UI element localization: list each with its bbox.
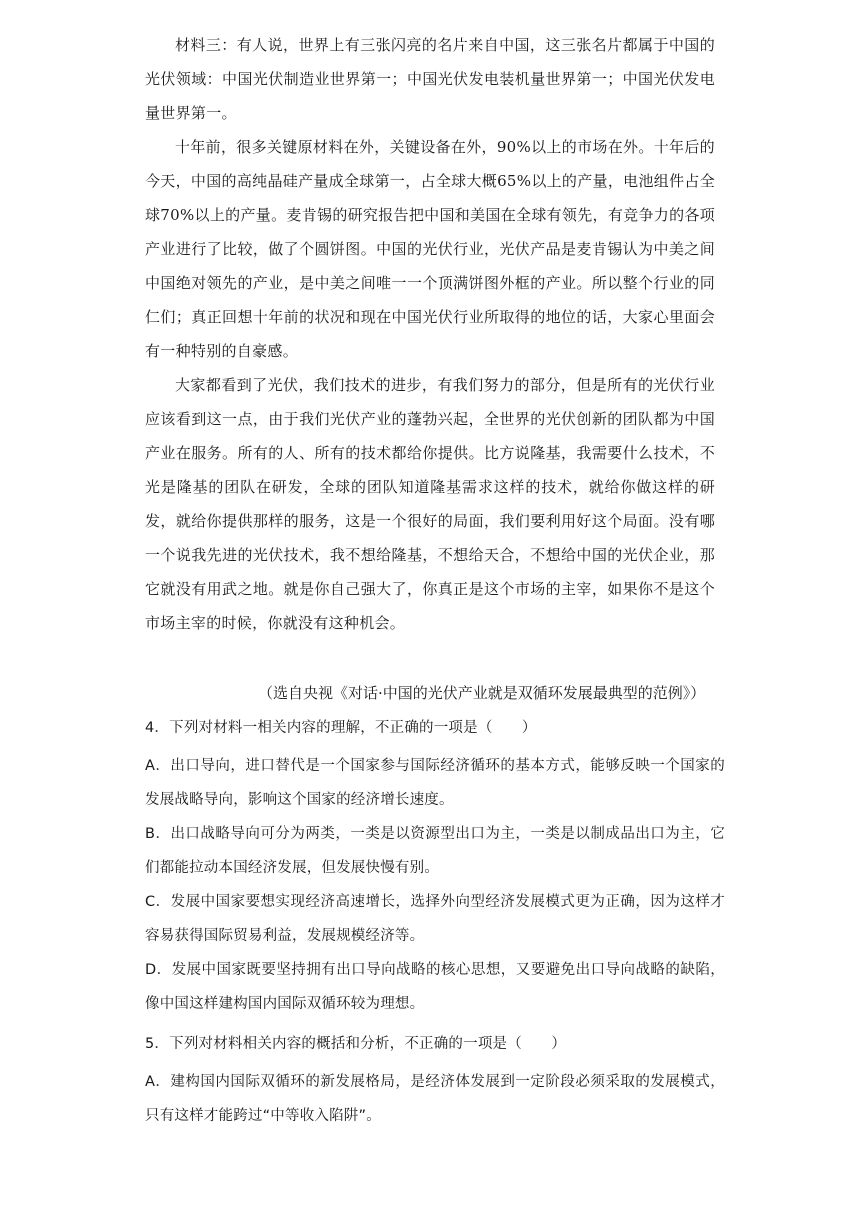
question-4 — [145, 711, 725, 1021]
material-three-paragraph-2: 十年前，很多关键原材料在外，关键设备在外，90%以上的市场在外。十年后的今天，中国的高纯晶硅产量成全球第一，占全球大概65%以上的产量，电池组件占全球70%以上的产量。麦肯锡的研究报告把中国和美国在全球有领先，有竞争力的各项产业进行了比较，做了个圆饼图。中国的光伏行业，光伏产品是麦肯锡认为中美之间中国绝对领先的产业，是中美之间唯一一个顶满饼图外框的产业。所以整个行业的同仁们；真正回想十年前的状况和现在中国光伏行业所取得的地位的话，大家心里面会有一种特别的自豪感。 — [145, 138, 715, 360]
question-5-stem: 5．下列对材料相关内容的概括和分析，不正确的一项是（ ） — [145, 1036, 567, 1052]
question-4-option-c: C．发展中国家要想实现经济高速增长，选择外向型经济发展模式更为正确，因为这样才容易获得国际贸易利益，发展规模经济等。 — [145, 894, 725, 944]
question-4-option-d: D．发展中国家既要坚持拥有出口导向战略的核心思想，又要避免出口导向战略的缺陷，像中国这样建构国内国际双循环较为理想。 — [145, 962, 725, 1012]
question-5 — [145, 1027, 725, 1133]
source-citation: （选自央视《对话·中国的光伏产业就是双循环发展最典型的范例》） — [258, 684, 706, 702]
material-three-text — [145, 28, 715, 640]
material-three-paragraph-3: 大家都看到了光伏，我们技术的进步，有我们努力的部分，但是所有的光伏行业应该看到这一点，由于我们光伏产业的蓬勃兴起，全世界的光伏创新的团队都为中国产业在服务。所有的人、所有的技术都给你提供。比方说隆基，我需要什么技术，不光是隆基的团队在研发，全球的团队知道隆基需求这样的技术，就给你做这样的研发，就给你提供那样的服务，这是一个很好的局面，我们要利用好这个局面。没有哪一个说我先进的光伏技术，我不想给隆基，不想给天合，不想给中国的光伏企业，那它就没有用武之地。就是你自己强大了，你真正是这个市场的主宰，如果你不是这个市场主宰的时候，你就没有这种机会。 — [145, 376, 715, 632]
question-4-option-a: A．出口导向，进口替代是一个国家参与国际经济循环的基本方式，能够反映一个国家的发展战略导向，影响这个国家的经济增长速度。 — [145, 758, 725, 808]
question-4-option-b: B．出口战略导向可分为两类，一类是以资源型出口为主，一类是以制成品出口为主，它们都能拉动本国经济发展，但发展快慢有别。 — [145, 826, 725, 876]
question-5-option-a: A．建构国内国际双循环的新发展格局，是经济体发展到一定阶段必须采取的发展模式，只有这样才能跨过“中等收入陷阱”。 — [145, 1074, 725, 1124]
question-4-stem: 4．下列对材料一相关内容的理解，不正确的一项是（ ） — [145, 720, 537, 736]
material-three-paragraph-1: 材料三：有人说，世界上有三张闪亮的名片来自中国，这三张名片都属于中国的光伏领域：中国光伏制造业世界第一；中国光伏发电装机量世界第一；中国光伏发电量世界第一。 — [145, 36, 715, 122]
